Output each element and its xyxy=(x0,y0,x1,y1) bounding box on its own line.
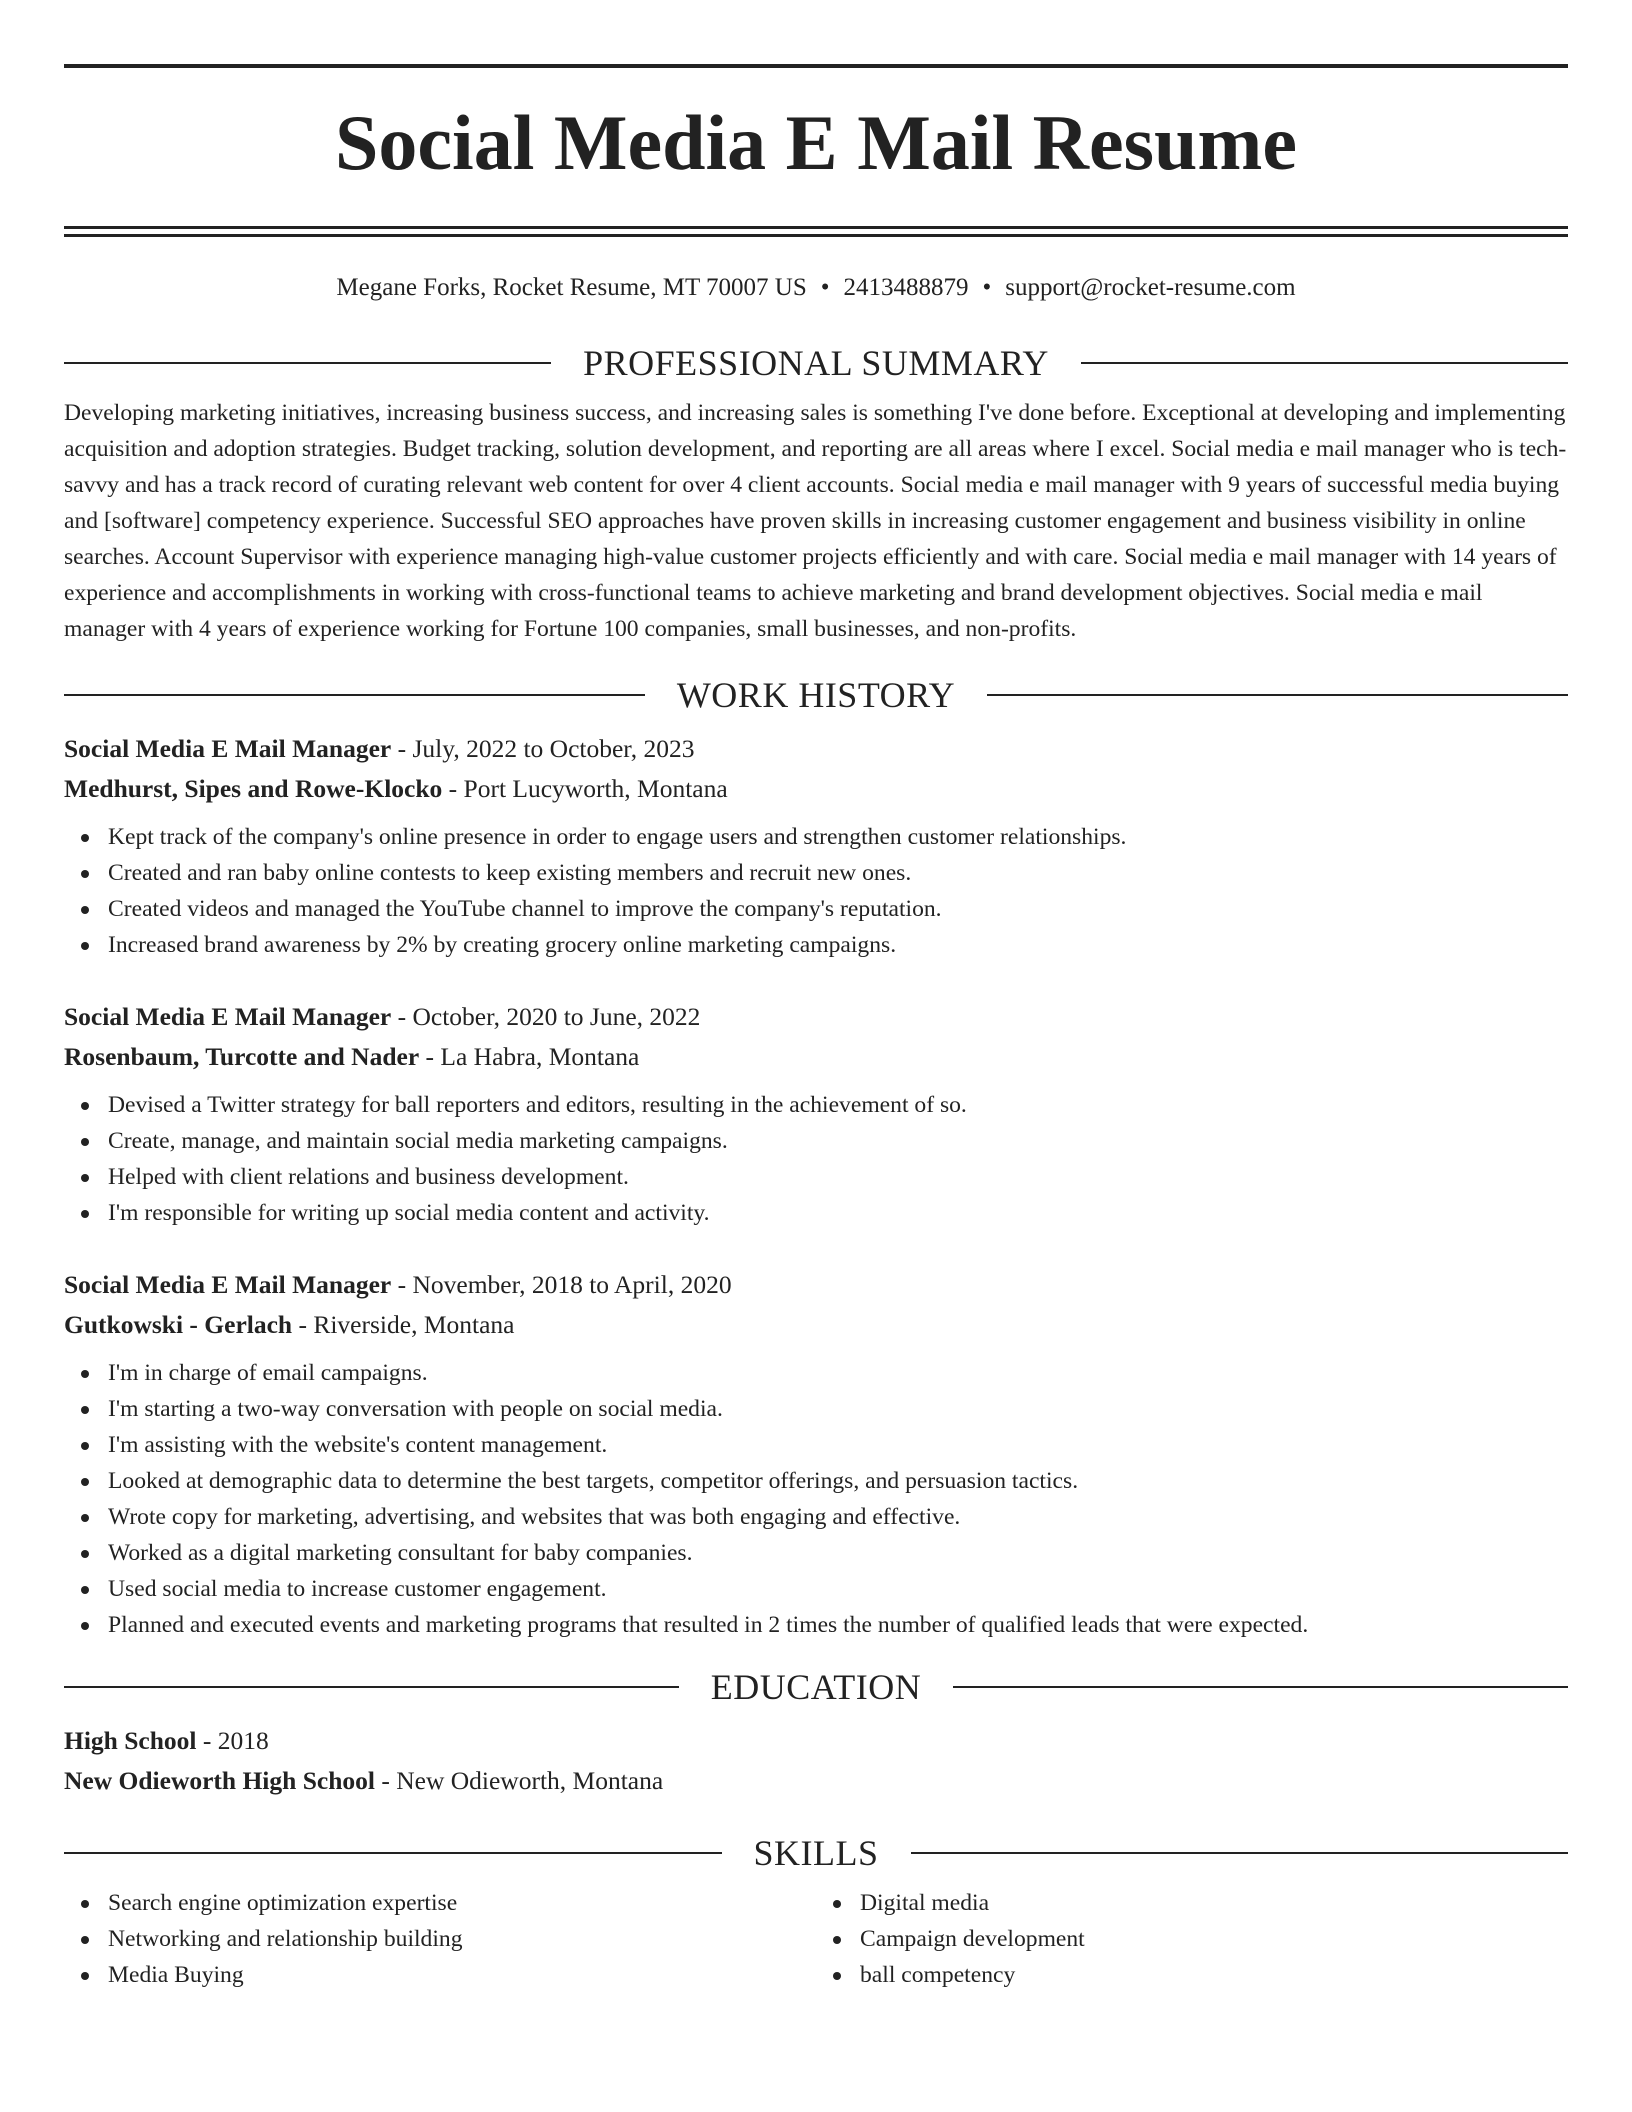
job-location: - Port Lucyworth, Montana xyxy=(442,774,728,803)
section-title-education: EDUCATION xyxy=(710,1667,922,1707)
education-degree-line xyxy=(64,1721,1568,1761)
skills-bullets-left xyxy=(64,1885,816,1993)
job-company: Medhurst, Sipes and Rowe-Klocko xyxy=(64,774,443,803)
list-item: Created and ran baby online contests to keep existing members and recruit new ones. xyxy=(64,855,1568,891)
job-title: Social Media E Mail Manager xyxy=(64,1270,392,1299)
skill-item: Campaign development xyxy=(816,1921,1568,1957)
list-item: Create, manage, and maintain social media marketing campaigns. xyxy=(64,1123,1568,1159)
section-title-work: WORK HISTORY xyxy=(676,675,956,715)
section-rule-right xyxy=(911,1852,1569,1854)
section-rule-right xyxy=(953,1686,1568,1688)
contact-separator: • xyxy=(820,274,830,301)
section-header-summary xyxy=(64,343,1568,383)
job-entry-2 xyxy=(64,997,1568,1231)
contact-email: support@rocket-resume.com xyxy=(1005,274,1296,301)
job-bullets xyxy=(64,1087,1568,1231)
education-location: - New Odieworth, Montana xyxy=(374,1766,664,1795)
job-location: - La Habra, Montana xyxy=(419,1042,640,1071)
section-rule-left xyxy=(64,694,645,696)
list-item: Planned and executed events and marketing programs that resulted in 2 times the number of qualified leads that were expected. xyxy=(64,1607,1568,1643)
list-item: Used social media to increase customer engagement. xyxy=(64,1571,1568,1607)
skill-item: Media Buying xyxy=(64,1957,816,1993)
job-title-line xyxy=(64,1265,1568,1305)
job-location: - Riverside, Montana xyxy=(292,1310,515,1339)
job-company-line xyxy=(64,1305,1568,1345)
job-company-line xyxy=(64,1037,1568,1077)
education-school: New Odieworth High School xyxy=(64,1766,375,1795)
job-title: Social Media E Mail Manager xyxy=(64,1002,392,1031)
list-item: Looked at demographic data to determine the best targets, competitor offerings, and persuasion tactics. xyxy=(64,1463,1568,1499)
page-title: Social Media E Mail Resume xyxy=(335,99,1297,186)
list-item: Created videos and managed the YouTube channel to improve the company's reputation. xyxy=(64,891,1568,927)
education-entry xyxy=(64,1721,1568,1801)
skills-column-right xyxy=(816,1885,1568,1993)
job-dates: - November, 2018 to April, 2020 xyxy=(391,1270,732,1299)
job-company-line xyxy=(64,769,1568,809)
list-item: I'm in charge of email campaigns. xyxy=(64,1355,1568,1391)
section-header-skills xyxy=(64,1833,1568,1873)
section-title-summary: PROFESSIONAL SUMMARY xyxy=(583,343,1049,383)
job-title-line xyxy=(64,997,1568,1037)
skill-item: ball competency xyxy=(816,1957,1568,1993)
section-header-work xyxy=(64,675,1568,715)
contact-separator: • xyxy=(982,274,992,301)
skill-item: Search engine optimization expertise xyxy=(64,1885,816,1921)
list-item: Devised a Twitter strategy for ball reporters and editors, resulting in the achievement of so. xyxy=(64,1087,1568,1123)
skills-bullets-right xyxy=(816,1885,1568,1993)
list-item: Worked as a digital marketing consultant for baby companies. xyxy=(64,1535,1568,1571)
section-rule-right xyxy=(987,694,1568,696)
job-title-line xyxy=(64,729,1568,769)
section-rule-left xyxy=(64,1686,679,1688)
skills-column-left xyxy=(64,1885,816,1993)
list-item: Increased brand awareness by 2% by creating grocery online marketing campaigns. xyxy=(64,927,1568,963)
job-bullets xyxy=(64,819,1568,963)
summary-text: Developing marketing initiatives, increasing business success, and increasing sales is something I've done before. Exceptional at developing and implementing acquisition and adoption strategies. Budget tracking, solution development, and reporting are all areas where I excel. Social media e mail manager who is tech-savvy and has a track record of curating relevant web content for over 4 client accounts. Social media e mail manager with 9 years of successful media buying and [software] competency experience. Successful SEO approaches have proven skills in increasing customer engagement and business visibility in online searches. Account Supervisor with experience managing high-value customer projects efficiently and with care. Social media e mail manager with 14 years of experience and accomplishments in working with cross-functional teams to achieve marketing and brand development objectives. Social media e mail manager with 4 years of experience working for Fortune 100 companies, small businesses, and non-profits. xyxy=(64,400,1567,642)
top-rule xyxy=(64,64,1568,68)
section-header-education xyxy=(64,1667,1568,1707)
job-company: Rosenbaum, Turcotte and Nader xyxy=(64,1042,420,1071)
list-item: I'm responsible for writing up social media content and activity. xyxy=(64,1195,1568,1231)
list-item: Kept track of the company's online presence in order to engage users and strengthen customer relationships. xyxy=(64,819,1568,855)
skill-item: Digital media xyxy=(816,1885,1568,1921)
education-degree: High School xyxy=(64,1726,197,1755)
list-item: I'm assisting with the website's content management. xyxy=(64,1427,1568,1463)
title-double-rule xyxy=(64,226,1568,237)
skill-item: Networking and relationship building xyxy=(64,1921,816,1957)
job-entry-1 xyxy=(64,729,1568,963)
section-title-skills: SKILLS xyxy=(753,1833,879,1873)
section-rule-right xyxy=(1081,362,1568,364)
job-bullets xyxy=(64,1355,1568,1643)
job-title: Social Media E Mail Manager xyxy=(64,734,392,763)
job-company: Gutkowski - Gerlach xyxy=(64,1310,293,1339)
contact-phone: 2413488879 xyxy=(843,274,969,301)
skills-list xyxy=(64,1885,1568,1993)
education-school-line xyxy=(64,1761,1568,1801)
contact-line xyxy=(64,273,1568,303)
job-dates: - October, 2020 to June, 2022 xyxy=(391,1002,701,1031)
section-rule-left xyxy=(64,362,551,364)
education-year: - 2018 xyxy=(196,1726,269,1755)
list-item: Wrote copy for marketing, advertising, and websites that was both engaging and effective. xyxy=(64,1499,1568,1535)
list-item: I'm starting a two-way conversation with people on social media. xyxy=(64,1391,1568,1427)
list-item: Helped with client relations and business development. xyxy=(64,1159,1568,1195)
section-rule-left xyxy=(64,1852,722,1854)
contact-address: Megane Forks, Rocket Resume, MT 70007 US xyxy=(336,274,807,301)
job-dates: - July, 2022 to October, 2023 xyxy=(391,734,695,763)
job-entry-3 xyxy=(64,1265,1568,1643)
